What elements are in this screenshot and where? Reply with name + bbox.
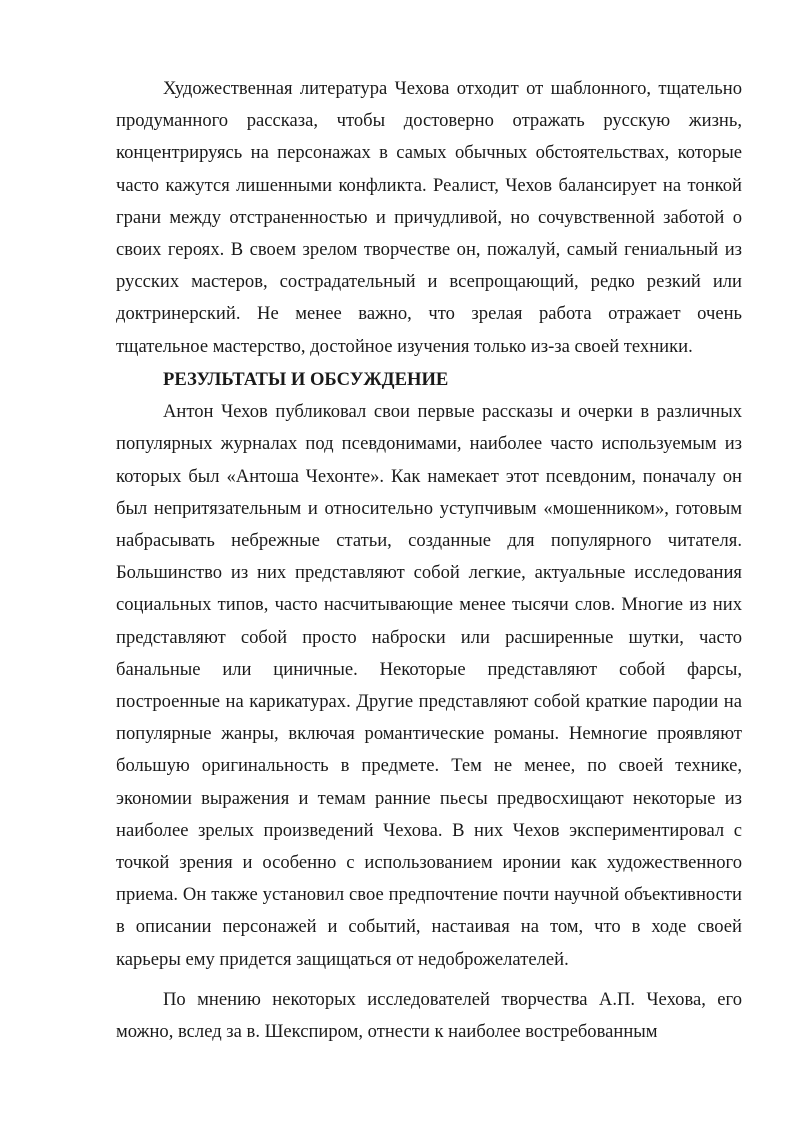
intro-paragraph: Художественная литература Чехова отходит от шаблонного, тщательно продуманного рассказа, чтобы достоверно отражать русскую жизнь, концентрируясь на персонажах в самых обычных обстоятельствах, которые часто кажутся лишенными конфликта. Реалист, Чехов балансирует на тонкой грани между отстраненностью и причудливой, но сочувственной заботой о своих героях. В своем зрелом творчестве он, пожалуй, самый гениальный из русских мастеров, сострадательный и всепрощающий, редко резкий или доктринерский. Не менее важно, что зрелая работа отражает очень тщательное мастерство, достойное изучения только из-за своей техники. (116, 78, 742, 357)
intro-block (116, 73, 742, 363)
closing-paragraph: По мнению некоторых исследователей творчества А.П. Чехова, его можно, вслед за в. Шекспиром, отнести к наиболее востребованным (116, 989, 742, 1043)
results-block (116, 364, 742, 976)
closing-block (116, 984, 742, 1048)
section-heading: РЕЗУЛЬТАТЫ И ОБСУЖДЕНИЕ (163, 369, 449, 390)
results-paragraph: Антон Чехов публиковал свои первые рассказы и очерки в различных популярных журналах под псевдонимами, наиболее часто используемым из которых был «Антоша Чехонте». Как намекает этот псевдоним, поначалу он был непритязательным и относительно уступчивым «мошенником», готовым набрасывать небрежные статьи, созданные для популярного читателя. Большинство из них представляют собой легкие, актуальные исследования социальных типов, часто насчитывающие менее тысячи слов. Многие из них представляют собой просто наброски или расширенные шутки, часто банальные или циничные. Некоторые представляют собой фарсы, построенные на карикатурах. Другие представляют собой краткие пародии на популярные жанры, включая романтические романы. Немногие проявляют большую оригинальность в предмете. Тем не менее, по своей технике, экономии выражения и темам ранние пьесы предвосхищают некоторые из наиболее зрелых произведений Чехова. В них Чехов экспериментировал с точкой зрения и особенно с использованием иронии как художественного приема. Он также установил свое предпочтение почти научной объективности в описании персонажей и событий, настаивая на том, что в ходе своей карьеры ему придется защищаться от недоброжелателей. (116, 401, 742, 970)
